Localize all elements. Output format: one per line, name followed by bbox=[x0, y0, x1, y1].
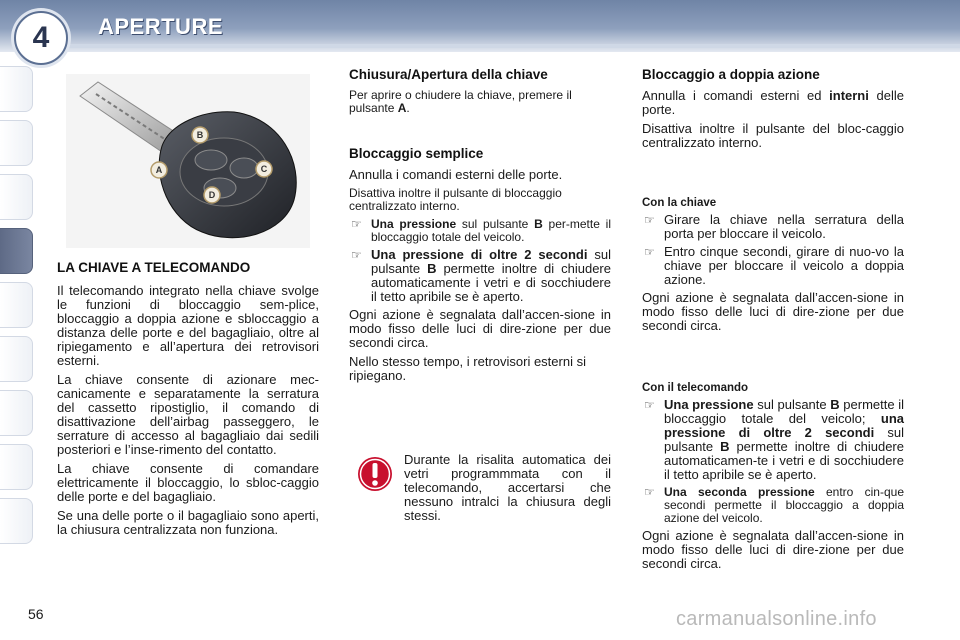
side-tab[interactable] bbox=[0, 174, 33, 220]
warning-block bbox=[404, 453, 611, 528]
chapter-title: APERTURE bbox=[98, 14, 224, 39]
simple-lock-title: Bloccaggio semplice bbox=[349, 146, 484, 161]
with-remote-bullet-1: ☞ Una pressione sul pulsante B permette il bloccaggio totale del veicolo; una pressione di oltre 2 secondi sul pulsante B permette inoltre di chiudere automaticamen-te i vetri e di socchiudere il tetto apribile se è aperto. bbox=[644, 397, 904, 482]
simple-lock-p2: Disattiva inoltre il pulsante di bloccaggio centralizzato interno. bbox=[349, 186, 562, 213]
side-tab[interactable] bbox=[0, 498, 33, 544]
simple-lock-bullet-1: ☞ Una pressione sul pulsante B per-mette il bloccaggio totale del veicolo. bbox=[351, 217, 611, 244]
pointing-hand-icon: ☞ bbox=[644, 245, 655, 259]
label-b: B bbox=[196, 130, 204, 140]
side-tab[interactable] bbox=[0, 336, 33, 382]
label-a: A bbox=[155, 165, 163, 175]
page-number: 56 bbox=[28, 606, 44, 622]
warning-text: Durante la risalita automatica dei vetri programmmata con il telecomando, accertarsi che nessuno intralci la chiusura degli stessi. bbox=[404, 452, 611, 523]
with-key-bullet-2: ☞ Entro cinque secondi, girare di nuo-vo la chiave per bloccare il veicolo a doppia azione. bbox=[644, 244, 904, 287]
right-column bbox=[642, 68, 904, 576]
pointing-hand-icon: ☞ bbox=[351, 248, 362, 262]
double-lock-indicator-text: Ogni azione è segnalata dall’accen-sione in modo fisso delle luci di dire-zione per due secondi circa. bbox=[642, 290, 904, 333]
side-tab[interactable] bbox=[0, 120, 33, 166]
left-paragraph-1: Il telecomando integrato nella chiave svolge le funzioni di bloccaggio sem-plice, bloccaggio a doppia azione e sbloccaggio a distanza delle porte e del bagagliaio, oltre al ripiegamento e all’apertura dei retrovisori esterni. bbox=[57, 283, 319, 368]
side-tab[interactable] bbox=[0, 444, 33, 490]
left-column bbox=[57, 261, 319, 542]
with-key-bullet-1: ☞ Girare la chiave nella serratura della porta per bloccare il veicolo. bbox=[644, 212, 904, 241]
double-lock-p1: Annulla i comandi esterni ed interni delle porte. bbox=[642, 88, 904, 117]
remote-indicator-text: Ogni azione è segnalata dall’accen-sione in modo fisso delle luci di dire-zione per due secondi circa. bbox=[642, 528, 904, 571]
pointing-hand-icon: ☞ bbox=[351, 217, 362, 231]
remote-key-photo bbox=[66, 74, 310, 248]
side-tab-active[interactable] bbox=[0, 228, 33, 274]
left-paragraph-4: Se una delle porte o il bagagliaio sono aperti, la chiusura centralizzata non funziona. bbox=[57, 508, 319, 537]
with-remote-bullet-2: ☞ Una seconda pressione entro cin-que secondi permette il bloccaggio a doppia azione del veicolo. bbox=[644, 485, 904, 525]
with-key-title: Con la chiave bbox=[642, 197, 717, 209]
middle-column bbox=[349, 68, 611, 388]
chapter-number-badge: 4 bbox=[14, 11, 68, 65]
key-open-close-text: Per aprire o chiudere la chiave, premere il pulsante A. bbox=[349, 88, 572, 115]
pointing-hand-icon: ☞ bbox=[644, 213, 655, 227]
mirrors-fold-text: Nello stesso tempo, i retrovisori esterni si ripiegano. bbox=[349, 354, 586, 383]
key-open-close-title: Chiusura/Apertura della chiave bbox=[349, 67, 548, 82]
remote-key-illustration bbox=[66, 74, 310, 248]
left-paragraph-2: La chiave consente di azionare mec-canicamente e separatamente la serratura del cassetto ripostiglio, il comando di disattivazione dell’airbag passeggero, le serrature di accesso al bagagliaio dai sedili posteriori e l’inse-rimento del contatto. bbox=[57, 372, 319, 457]
pointing-hand-icon: ☞ bbox=[644, 398, 655, 412]
simple-lock-p1: Annulla i comandi esterni delle porte. bbox=[349, 167, 563, 182]
label-d: D bbox=[208, 190, 216, 200]
side-tab[interactable] bbox=[0, 66, 33, 112]
side-tab[interactable] bbox=[0, 390, 33, 436]
double-lock-title: Bloccaggio a doppia azione bbox=[642, 67, 820, 82]
side-tab-strip bbox=[0, 66, 34, 552]
side-tab[interactable] bbox=[0, 282, 33, 328]
label-c: C bbox=[260, 164, 268, 174]
with-remote-title: Con il telecomando bbox=[642, 382, 749, 394]
double-lock-p2: Disattiva inoltre il pulsante del bloc-caggio centralizzato interno. bbox=[642, 121, 904, 150]
watermark: carmanualsonline.info bbox=[676, 608, 877, 630]
pointing-hand-icon: ☞ bbox=[644, 485, 655, 499]
simple-lock-indicator-text: Ogni azione è segnalata dall’accen-sione in modo fisso delle luci di dire-zione per due secondi circa. bbox=[349, 307, 611, 350]
simple-lock-bullet-2: ☞ Una pressione di oltre 2 secondi sul pulsante B permette inoltre di chiudere automaticamente i vetri e di socchiudere il tetto apribile se è aperto. bbox=[351, 247, 611, 304]
warning-icon bbox=[357, 456, 393, 492]
left-paragraph-3: La chiave consente di comandare elettricamente il bloccaggio, lo sbloc-caggio delle porte e del bagagliaio. bbox=[57, 461, 319, 504]
remote-key-title: LA CHIAVE A TELECOMANDO bbox=[57, 260, 251, 275]
